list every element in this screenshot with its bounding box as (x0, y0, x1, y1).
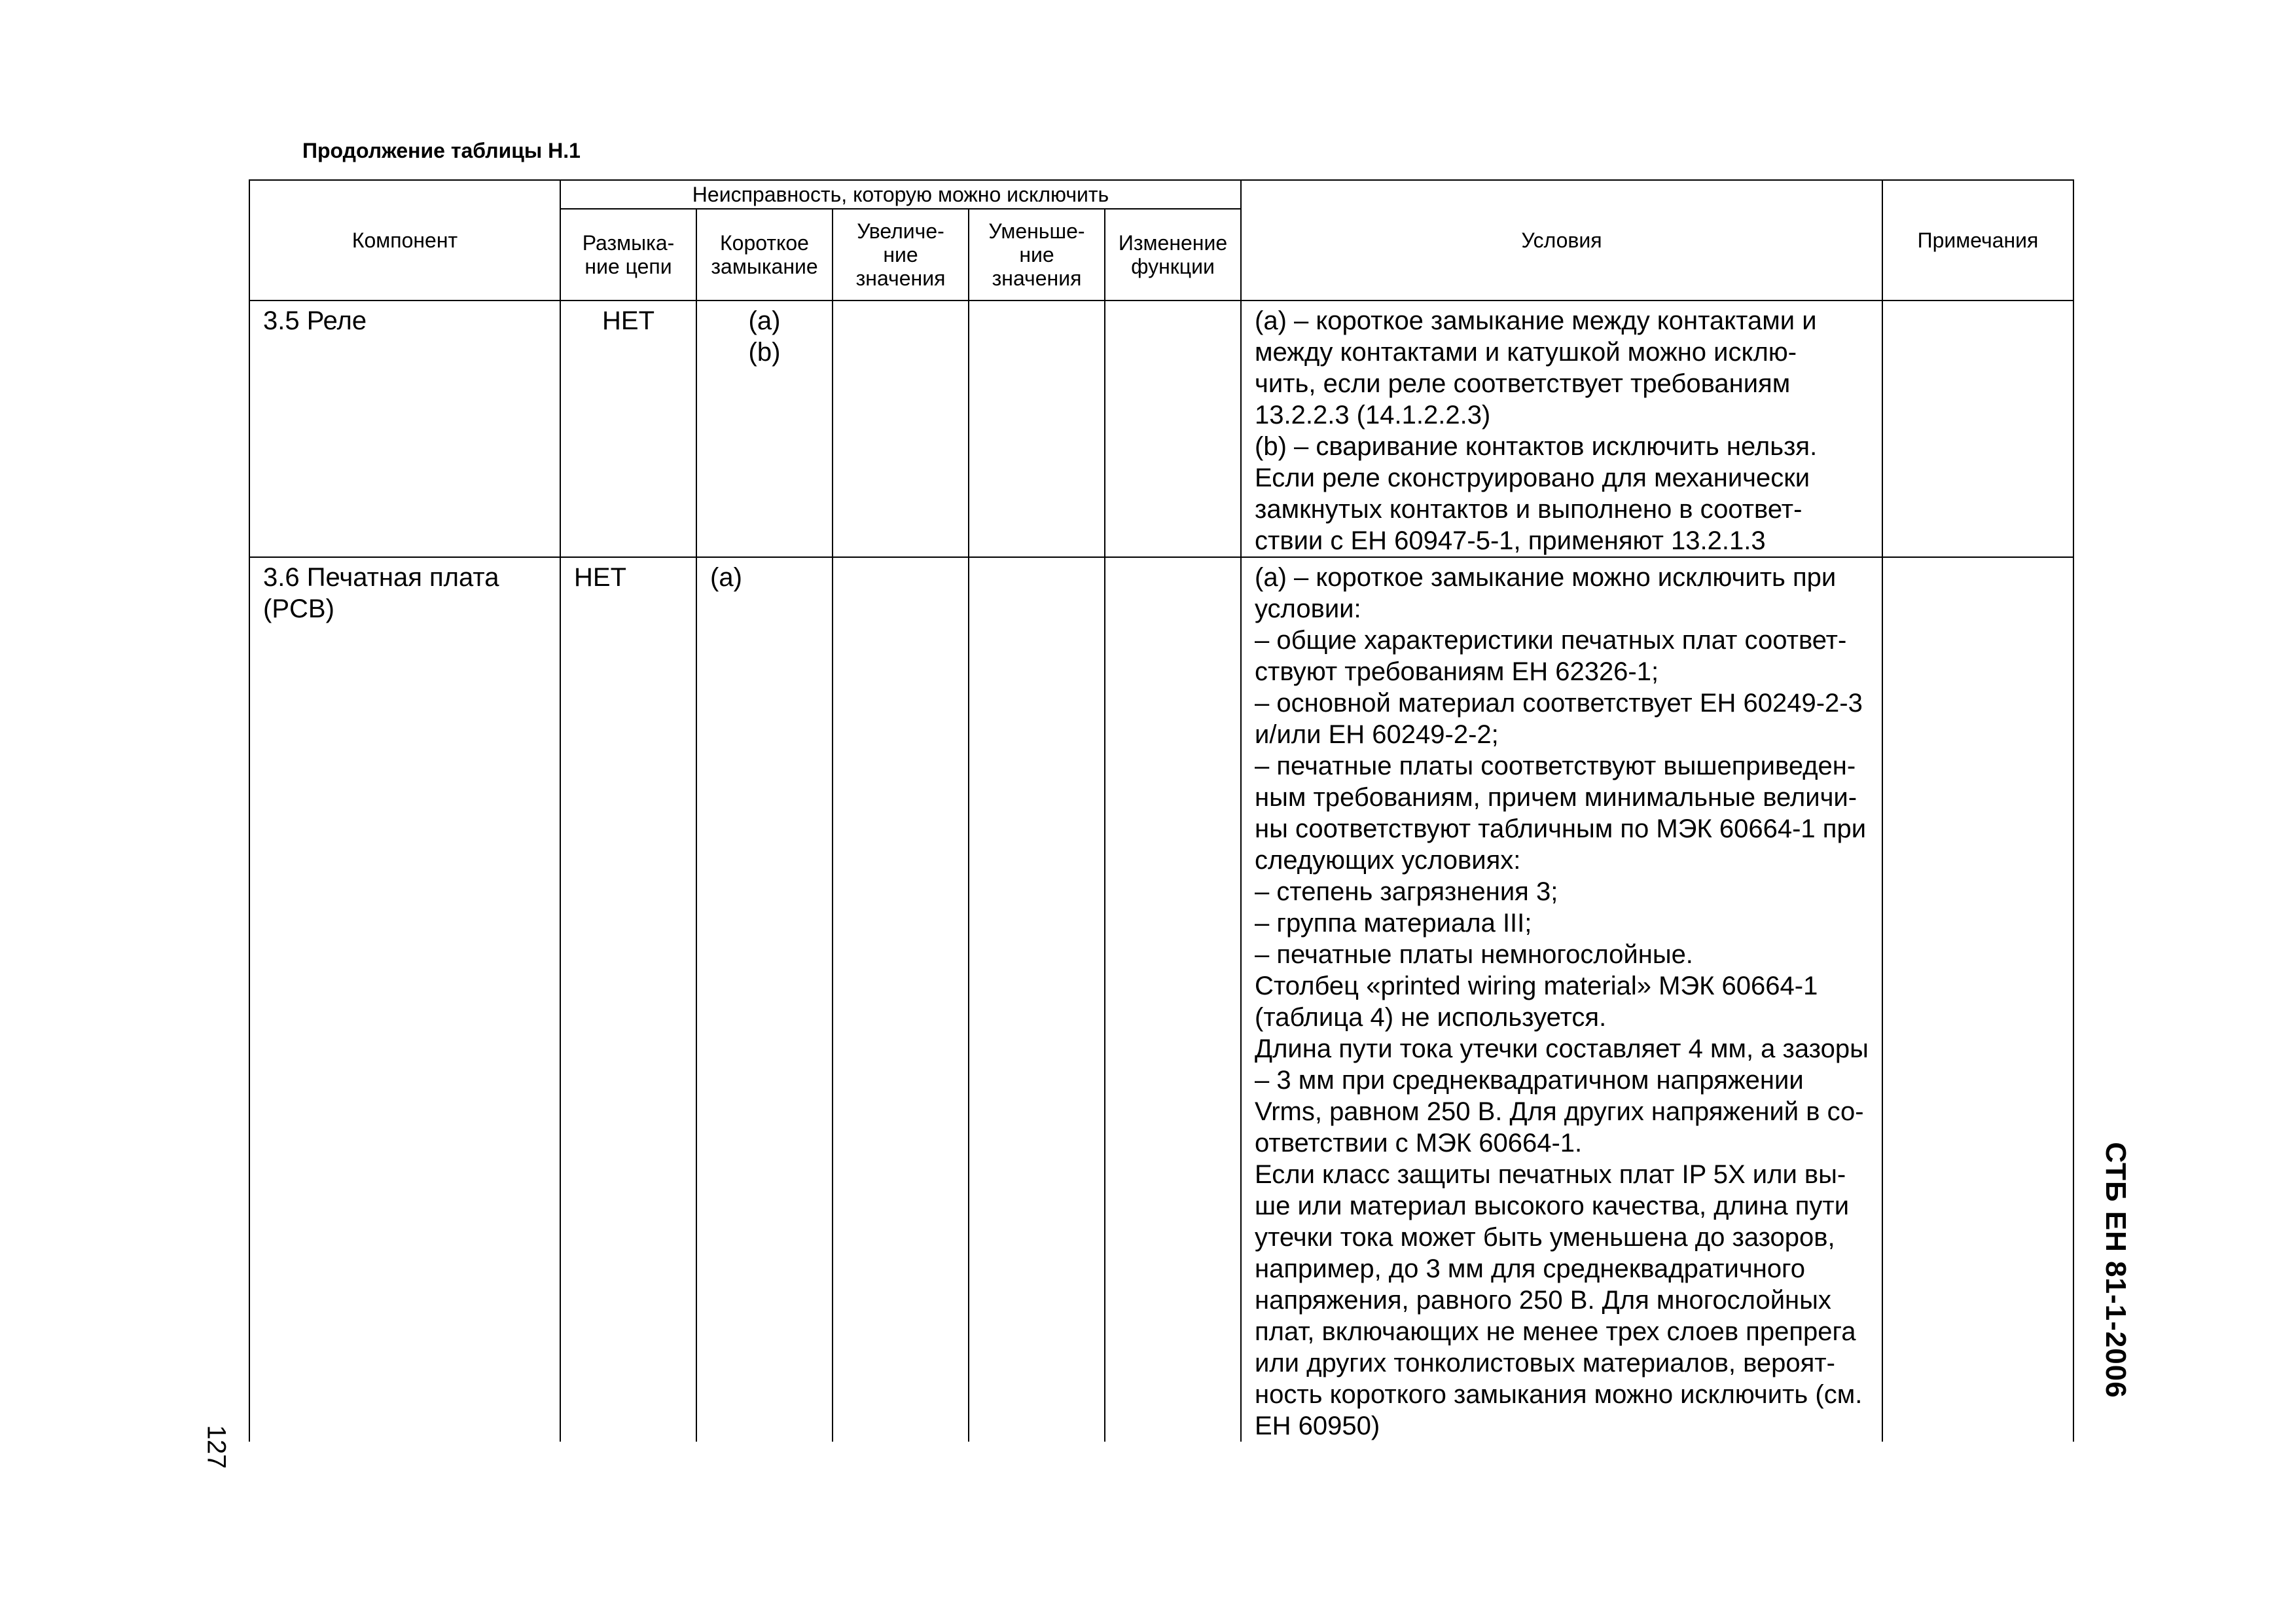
component-text: 3.5 Реле (263, 306, 367, 335)
condition-line: (a) – короткое замыкание можно исключить при (1255, 563, 1837, 592)
condition-line: замкнутых контактов и выполнено в соответ- (1255, 495, 1803, 524)
header-short-circuit (696, 209, 833, 301)
header-decrease-text: Уменьше- ние значения (988, 219, 1085, 290)
page-number-text: 127 (202, 1425, 231, 1469)
header-increase-text: Увеличе- ние значения (855, 219, 946, 290)
cell-function-change (1105, 301, 1241, 557)
condition-line: – основной материал соответствует ЕН 60249-2-3 (1255, 689, 1863, 718)
header-function-change (1105, 209, 1241, 301)
condition-line: ствуют требованиям ЕН 62326-1; (1255, 657, 1659, 686)
cell-conditions (1241, 301, 1882, 557)
short-circuit-value: (a) (710, 563, 742, 592)
header-short-circuit-text: Короткое замыкание (711, 231, 818, 278)
header-fault-group: Неисправность, которую можно исключить (560, 180, 1241, 209)
condition-line: ЕН 60950) (1255, 1412, 1380, 1440)
header-increase (833, 209, 969, 301)
condition-line: или других тонколистовых материалов, вероят- (1255, 1349, 1835, 1377)
cell-open-circuit (560, 301, 696, 557)
condition-line: (a) – короткое замыкание между контактами и (1255, 306, 1817, 335)
cell-notes (1882, 301, 2073, 557)
condition-line: Vrms, равном 250 В. Для других напряжений в со- (1255, 1097, 1864, 1126)
cell-component (249, 557, 560, 1442)
cell-notes (1882, 557, 2073, 1442)
condition-line: (b) – сваривание контактов исключить нельзя. (1255, 432, 1818, 461)
cell-open-circuit (560, 557, 696, 1442)
component-text: 3.6 Печатная плата (PCB) (263, 563, 499, 623)
condition-line: чить, если реле соответствует требованиям (1255, 369, 1791, 398)
condition-line: и/или ЕН 60249-2-2; (1255, 720, 1499, 749)
cell-function-change (1105, 557, 1241, 1442)
condition-line: 13.2.2.3 (14.1.2.2.3) (1255, 401, 1491, 429)
document-code (2089, 1133, 2142, 1408)
condition-line: – 3 мм при среднеквадратичном напряжении (1255, 1066, 1804, 1095)
condition-line: ны соответствуют табличным по МЭК 60664-1 при (1255, 814, 1867, 843)
document-code-text: СТБ ЕН 81-1-2006 (2100, 1142, 2132, 1398)
fault-exclusion-table (249, 179, 2074, 1442)
condition-line: Столбец «printed wiring material» МЭК 60664-1 (1255, 972, 1818, 1000)
condition-line: Если класс защиты печатных плат IP 5X или вы- (1255, 1160, 1846, 1189)
header-open-circuit (560, 209, 696, 301)
condition-line: – печатные платы соответствуют вышеприведен- (1255, 752, 1856, 780)
condition-line: утечки тока может быть уменьшена до зазоров, (1255, 1223, 1835, 1252)
condition-line: ответствии с МЭК 60664-1. (1255, 1129, 1583, 1158)
condition-line: – степень загрязнения 3; (1255, 877, 1558, 906)
header-notes: Примечания (1882, 180, 2073, 301)
condition-line: Длина пути тока утечки составляет 4 мм, а зазоры (1255, 1034, 1869, 1063)
cell-short-circuit (696, 301, 833, 557)
header-component: Компонент (249, 180, 560, 301)
cell-short-circuit (696, 557, 833, 1442)
condition-line: Если реле сконструировано для механически (1255, 464, 1810, 492)
condition-line: ность короткого замыкания можно исключить (см. (1255, 1380, 1863, 1409)
open-circuit-value: НЕТ (574, 563, 626, 592)
header-conditions: Условия (1241, 180, 1882, 301)
condition-line: (таблица 4) не используется. (1255, 1003, 1607, 1032)
table-row-relay (249, 301, 2073, 557)
table-row-pcb (249, 557, 2073, 1442)
cell-decrease (969, 557, 1105, 1442)
condition-line: например, до 3 мм для среднеквадратичного (1255, 1254, 1806, 1283)
condition-line: между контактами и катушкой можно исклю- (1255, 338, 1797, 367)
condition-line: ным требованиям, причем минимальные величи- (1255, 783, 1857, 812)
condition-line: следующих условиях: (1255, 846, 1521, 875)
short-circuit-value: (a) (b) (748, 306, 781, 367)
condition-line: условии: (1255, 594, 1361, 623)
cell-increase (833, 301, 969, 557)
cell-component (249, 301, 560, 557)
condition-line: – группа материала III; (1255, 909, 1532, 938)
table-caption: Продолжение таблицы Н.1 (302, 139, 581, 162)
open-circuit-value: НЕТ (602, 306, 655, 335)
cell-increase (833, 557, 969, 1442)
page-number (196, 1414, 236, 1480)
condition-line: напряжения, равного 250 В. Для многослойных (1255, 1286, 1831, 1315)
header-decrease (969, 209, 1105, 301)
condition-line: – печатные платы немногослойные. (1255, 940, 1693, 969)
header-function-change-text: Изменение функции (1118, 231, 1228, 278)
cell-conditions (1241, 557, 1882, 1442)
condition-line: плат, включающих не менее трех слоев препрега (1255, 1317, 1856, 1346)
cell-decrease (969, 301, 1105, 557)
condition-line: ше или материал высокого качества, длина пути (1255, 1192, 1850, 1220)
condition-line: – общие характеристики печатных плат соответ- (1255, 626, 1847, 655)
header-open-circuit-text: Размыка- ние цепи (582, 231, 675, 278)
condition-line: ствии с ЕН 60947-5-1, применяют 13.2.1.3 (1255, 526, 1766, 555)
